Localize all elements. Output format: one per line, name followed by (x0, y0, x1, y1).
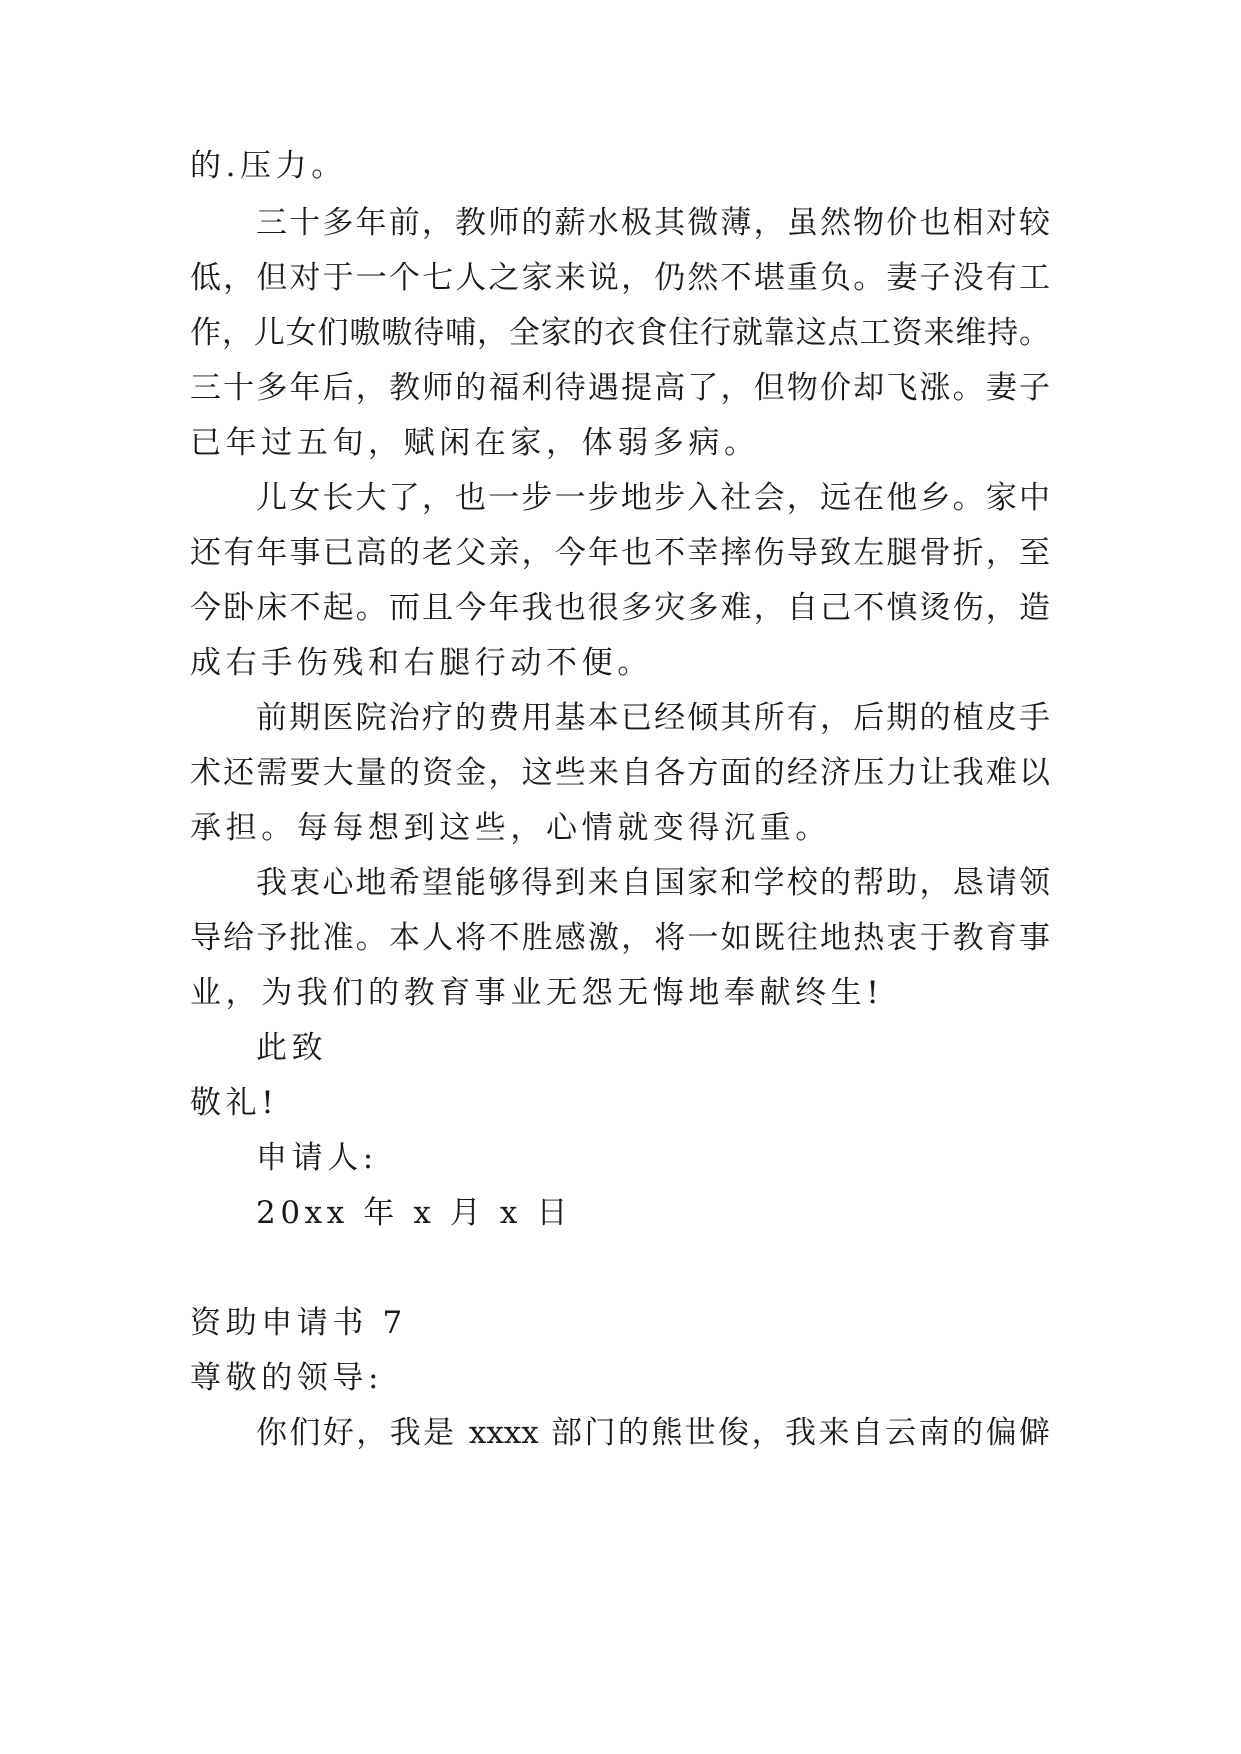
paragraph-line: 三十多年前，教师的薪水极其微薄，虽然物价也相对较 (256, 205, 1050, 241)
date-line: 20xx 年 x 月 x 日 (256, 1195, 573, 1231)
paragraph-line: 三十多年后，教师的福利待遇提高了，但物价却飞涨。妻子 (190, 370, 1050, 406)
paragraph-line: 术还需要大量的资金，这些来自各方面的经济压力让我难以 (190, 755, 1050, 791)
paragraph-line: 低，但对于一个七人之家来说，仍然不堪重负。妻子没有工 (190, 260, 1050, 296)
applicant-label: 申请人: (256, 1140, 378, 1176)
paragraph-line: 还有年事已高的老父亲，今年也不幸摔伤导致左腿骨折，至 (190, 535, 1050, 571)
paragraph-line: 成右手伤残和右腿行动不便。 (190, 645, 653, 681)
paragraph-line: 我衷心地希望能够得到来自国家和学校的帮助，恳请领 (256, 865, 1050, 901)
text-line: 的.压力。 (190, 148, 347, 184)
salutation: 尊敬的领导: (190, 1360, 384, 1396)
paragraph-line: 已年过五旬，赋闲在家，体弱多病。 (190, 425, 760, 461)
paragraph-line: 你们好，我是 xxxx 部门的熊世俊，我来自云南的偏僻 (256, 1415, 1050, 1451)
paragraph-line: 今卧床不起。而且今年我也很多灾多难，自己不慎烫伤，造 (190, 590, 1050, 626)
closing-greeting: 此致 (256, 1030, 328, 1066)
paragraph-line: 承担。每每想到这些，心情就变得沉重。 (190, 810, 831, 846)
paragraph-line: 儿女长大了，也一步一步地步入社会，远在他乡。家中 (256, 480, 1050, 516)
paragraph-line: 业，为我们的教育事业无怨无悔地奉献终生! (190, 975, 884, 1011)
paragraph-line: 导给予批准。本人将不胜感激，将一如既往地热衷于教育事 (190, 920, 1050, 956)
paragraph-line: 前期医院治疗的费用基本已经倾其所有，后期的植皮手 (256, 700, 1050, 736)
closing-salute: 敬礼! (190, 1085, 279, 1121)
section-title: 资助申请书 7 (190, 1305, 407, 1341)
paragraph-line: 作，儿女们嗷嗷待哺，全家的衣食住行就靠这点工资来维持。 (190, 315, 1050, 351)
